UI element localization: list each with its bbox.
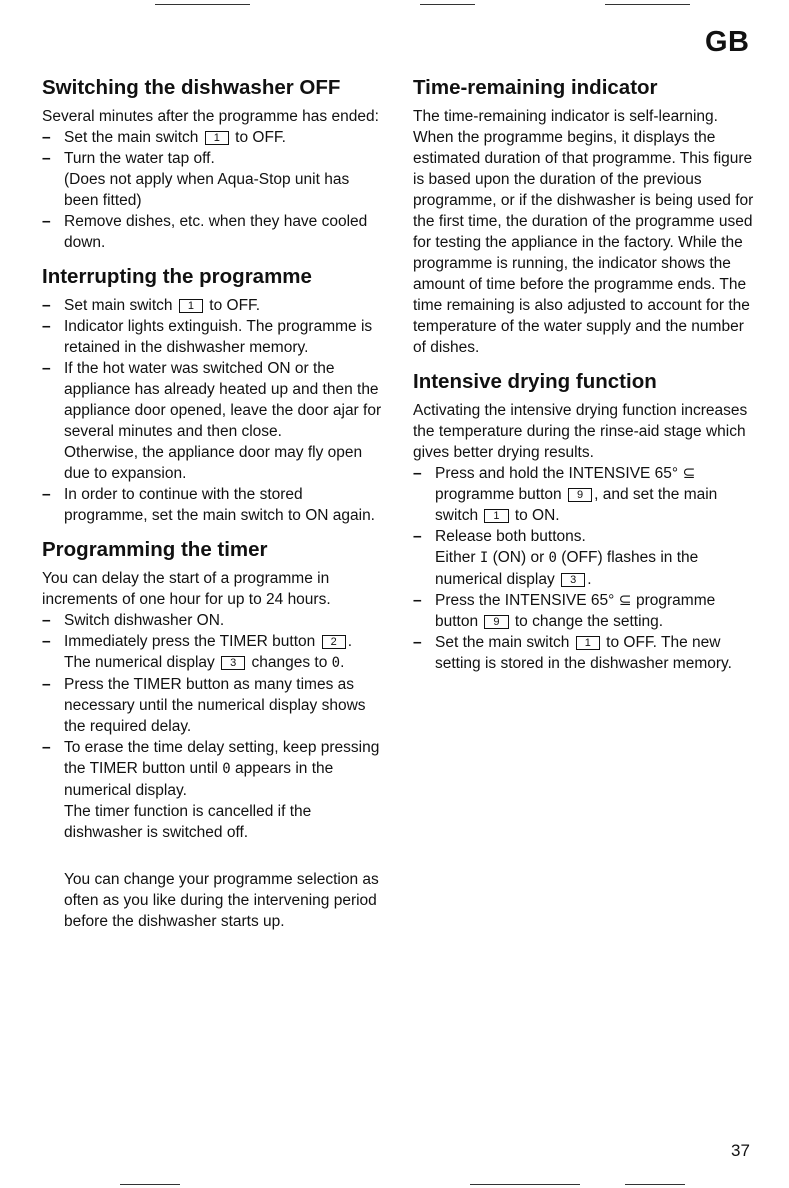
text: changes to bbox=[251, 654, 328, 671]
display-symbol: 0 bbox=[548, 550, 557, 566]
section-title: Intensive drying function bbox=[413, 370, 657, 393]
section-title: Programming the timer bbox=[42, 538, 268, 561]
list-item bbox=[42, 295, 382, 316]
note-text: Otherwise, the appliance door may fly open due to expansion. bbox=[64, 444, 363, 482]
spacer bbox=[42, 843, 382, 869]
list-item bbox=[42, 737, 382, 843]
key-label: 1 bbox=[179, 299, 203, 313]
text: (ON) or bbox=[492, 549, 545, 566]
key-label: 1 bbox=[576, 636, 600, 650]
text: programme button bbox=[435, 486, 562, 503]
scan-rule bbox=[155, 4, 250, 5]
right-column bbox=[413, 76, 758, 686]
note-text: (Does not apply when Aqua-Stop unit has been fitted) bbox=[64, 171, 350, 209]
step-list bbox=[413, 463, 758, 674]
text: to ON. bbox=[514, 507, 560, 524]
display-symbol: I bbox=[479, 550, 489, 566]
scan-rule bbox=[470, 1184, 580, 1185]
text: to OFF. The new setting is stored in the dishwasher memory. bbox=[435, 634, 732, 672]
text: Release both buttons. bbox=[435, 528, 586, 545]
text: Set main switch bbox=[64, 297, 173, 314]
list-item bbox=[413, 526, 758, 590]
drying-icon: ⊆ bbox=[682, 465, 696, 482]
key-label: 9 bbox=[484, 615, 508, 629]
drying-icon: ⊆ bbox=[618, 592, 632, 609]
step-list bbox=[42, 127, 382, 253]
scan-rule bbox=[625, 1184, 685, 1185]
note-text bbox=[435, 547, 758, 590]
section-title: Switching the dishwasher OFF bbox=[42, 76, 341, 99]
section-intensive-drying bbox=[413, 370, 758, 674]
text: . bbox=[340, 654, 345, 671]
text: Press the INTENSIVE 65° bbox=[435, 592, 615, 609]
key-label: 2 bbox=[322, 635, 346, 649]
list-item: – Press the TIMER button as many times as necessary until the numerical display shows the required delay. bbox=[42, 674, 382, 737]
text: (OFF) flashes in the numerical display bbox=[435, 549, 699, 588]
left-column bbox=[42, 76, 382, 944]
section-switch-off bbox=[42, 76, 382, 253]
text: Set the main switch bbox=[435, 634, 570, 651]
key-label: 3 bbox=[221, 656, 245, 670]
text: Turn the water tap off. bbox=[64, 150, 215, 167]
list-item bbox=[42, 358, 382, 484]
text: Press and hold the INTENSIVE 65° bbox=[435, 465, 679, 482]
step-list bbox=[42, 610, 382, 843]
text: To erase the time delay setting, keep pressing the TIMER button until bbox=[64, 739, 380, 777]
scan-rule bbox=[120, 1184, 180, 1185]
language-code: GB bbox=[705, 26, 750, 58]
text: appears in the numerical display. bbox=[64, 760, 334, 799]
paragraph: The time-remaining indicator is self-learning. When the programme begins, it displays the estimated duration of that programme. This figure is based upon the duration of the previous programme, or if the dishwasher is being used for the first time, the duration of the programme used for testing the appliance in the factory. While the programme is running, the indicator shows the amount of time before the programme ends. The time remaining is also adjusted to account for the temperature of the water supply and the number of dishes. bbox=[413, 108, 754, 356]
text: Immediately press the TIMER button bbox=[64, 633, 316, 650]
text: programme button bbox=[435, 592, 716, 630]
paragraph: You can delay the start of a programme in increments of one hour for up to 24 hours. bbox=[42, 570, 331, 608]
text: . bbox=[587, 571, 592, 588]
key-label: 1 bbox=[484, 509, 508, 523]
scan-rule bbox=[420, 4, 475, 5]
text: Set the main switch bbox=[64, 129, 199, 146]
section-interrupt bbox=[42, 265, 382, 526]
section-time-remaining bbox=[413, 76, 758, 358]
paragraph: You can change your programme selection as often as you like during the intervening period before the dishwasher starts up. bbox=[64, 871, 379, 930]
text: Either bbox=[435, 549, 476, 566]
list-item: – Switch dishwasher ON. bbox=[42, 610, 382, 631]
text: If the hot water was switched ON or the appliance has already heated up and then the appliance door opened, leave the door ajar for several minutes and then close. bbox=[64, 360, 382, 440]
section-title: Time-remaining indicator bbox=[413, 76, 658, 99]
display-symbol: 0 bbox=[222, 761, 231, 777]
list-item: – Indicator lights extinguish. The programme is retained in the dishwasher memory. bbox=[42, 316, 382, 358]
section-title: Interrupting the programme bbox=[42, 265, 312, 288]
list-item bbox=[42, 631, 382, 674]
text: , and set the main switch bbox=[435, 486, 718, 524]
page-number: 37 bbox=[731, 1141, 750, 1160]
paragraph: Several minutes after the programme has ended: bbox=[42, 108, 379, 125]
text: to OFF. bbox=[235, 129, 286, 146]
list-item bbox=[42, 148, 382, 211]
list-item bbox=[413, 590, 758, 632]
step-list bbox=[42, 295, 382, 526]
text: . The numerical display bbox=[64, 633, 353, 671]
list-item: – Remove dishes, etc. when they have cooled down. bbox=[42, 211, 382, 253]
note-text: The timer function is cancelled if the dishwasher is switched off. bbox=[64, 803, 312, 841]
key-label: 3 bbox=[561, 573, 585, 587]
display-symbol: 0 bbox=[331, 655, 341, 671]
list-item bbox=[413, 463, 758, 526]
section-timer bbox=[42, 538, 382, 932]
paragraph: Activating the intensive drying function increases the temperature during the rinse-aid stage which gives better drying results. bbox=[413, 402, 748, 461]
list-item: – In order to continue with the stored programme, set the main switch to ON again. bbox=[42, 484, 382, 526]
scan-rule bbox=[605, 4, 690, 5]
text: to change the setting. bbox=[514, 613, 664, 630]
list-item bbox=[42, 127, 382, 148]
key-label: 1 bbox=[205, 131, 229, 145]
key-label: 9 bbox=[568, 488, 592, 502]
list-item bbox=[413, 632, 758, 674]
text: to OFF. bbox=[209, 297, 261, 314]
